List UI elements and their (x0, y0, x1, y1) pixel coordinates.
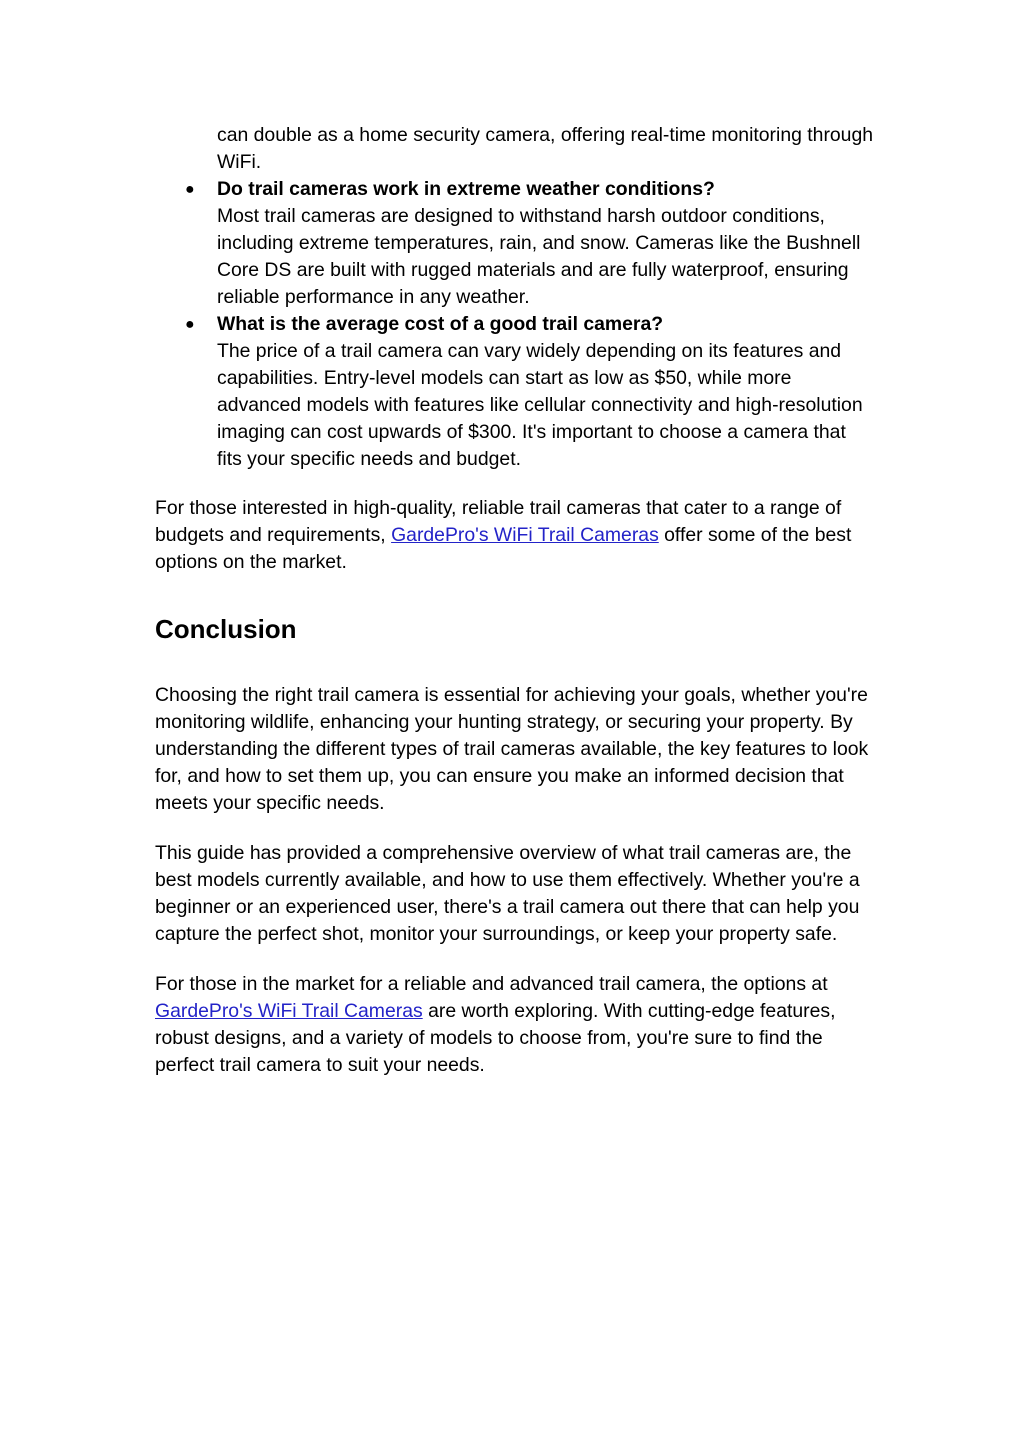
paragraph-text: offer some of the best options on the market. (155, 524, 852, 573)
paragraph-text: For those interested in high-quality, reliable trail cameras that cater to a range of budgets and requirements, (155, 497, 842, 546)
bullet-icon: ● (185, 181, 195, 198)
faq-list (155, 176, 875, 473)
conclusion-paragraph-3 (155, 971, 875, 1079)
faq-question: Do trail cameras work in extreme weather conditions? (217, 178, 715, 200)
document-page (155, 122, 875, 1079)
bullet-icon: ● (185, 316, 195, 333)
conclusion-heading: Conclusion (155, 614, 297, 644)
paragraph-text: are worth exploring. With cutting-edge features, robust designs, and a variety of models to choose from, you're sure to find the perfect trail camera to suit your needs. (155, 1000, 836, 1076)
recommendation-paragraph (155, 495, 875, 576)
conclusion-paragraph-1: Choosing the right trail camera is essential for achieving your goals, whether you're monitoring wildlife, enhancing your hunting strategy, or securing your property. By understanding the different types of trail cameras available, the key features to look for, and how to set them up, you can ensure you make an informed decision that meets your specific needs. (155, 684, 869, 814)
faq-item-cost (155, 311, 875, 473)
faq-answer-continued: can double as a home security camera, offering real-time monitoring through WiFi. (217, 124, 874, 173)
faq-answer: Most trail cameras are designed to withstand harsh outdoor conditions, including extreme temperatures, rain, and snow. Cameras like the Bushnell Core DS are built with rugged materials and are fully waterproof, ensuring reliable performance in any weather. (217, 205, 861, 308)
faq-question: What is the average cost of a good trail camera? (217, 313, 664, 335)
faq-continued-answer (155, 122, 875, 176)
faq-item-weather (155, 176, 875, 311)
conclusion-paragraph-2: This guide has provided a comprehensive overview of what trail cameras are, the best models currently available, and how to use them effectively. Whether you're a beginner or an experienced user, there's a trail camera out there that can help you capture the perfect shot, monitor your surroundings, or keep your property safe. (155, 842, 860, 945)
faq-answer: The price of a trail camera can vary widely depending on its features and capabilities. Entry-level models can start as low as $50, while more advanced models with features like cellular connectivity and high-resolution imaging can cost upwards of $300. It's important to choose a camera that fits your specific needs and budget. (217, 340, 863, 470)
paragraph-text: For those in the market for a reliable and advanced trail camera, the options at (155, 973, 828, 995)
gardepro-link[interactable]: GardePro's WiFi Trail Cameras (155, 1000, 423, 1022)
gardepro-link[interactable]: GardePro's WiFi Trail Cameras (391, 524, 659, 546)
